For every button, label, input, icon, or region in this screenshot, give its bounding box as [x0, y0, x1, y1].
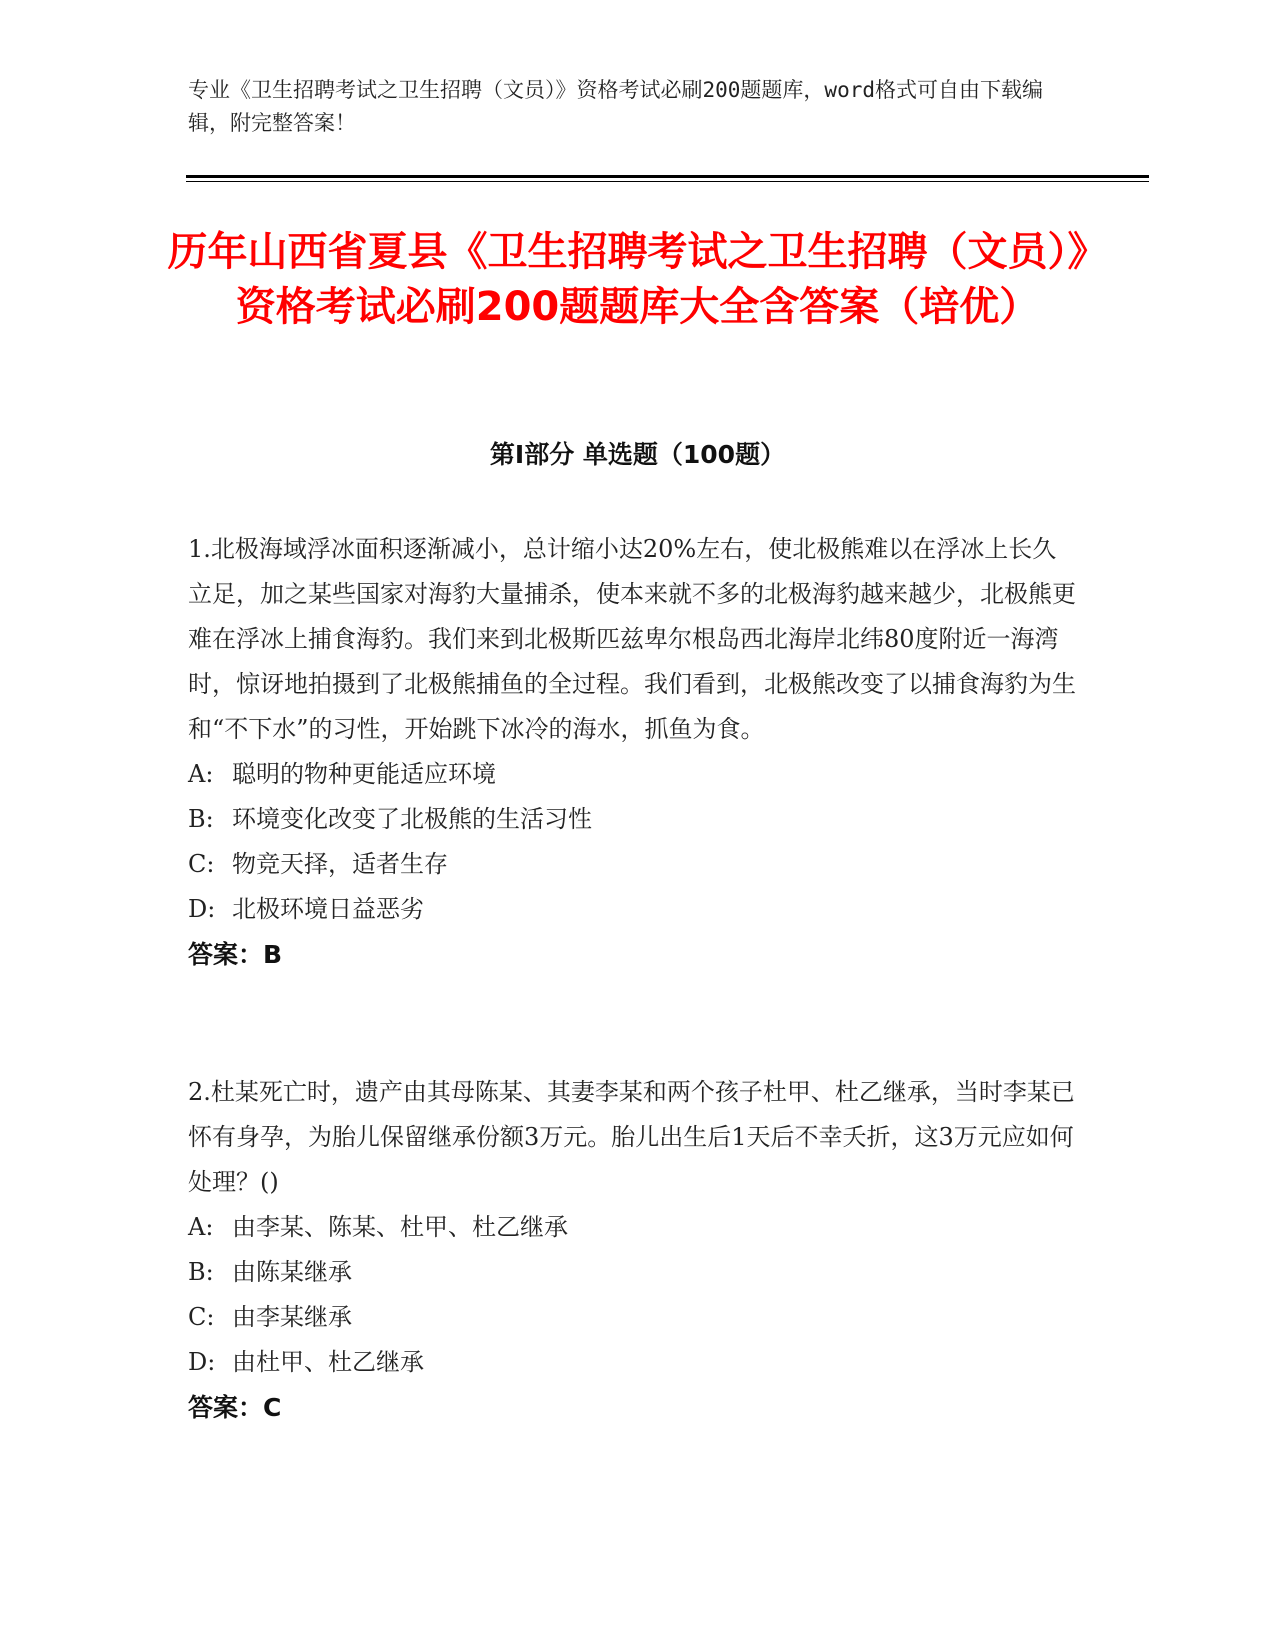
answer-line: 答案：C: [188, 1393, 282, 1422]
option-b: [188, 1250, 1078, 1295]
question-stem: 2.杜某死亡时，遗产由其母陈某、其妻李某和两个孩子杜甲、杜乙继承，当时李某已怀有身孕，为胎儿保留继承份额3万元。胎儿出生后1天后不幸夭折，这3万元应如何处理？(): [188, 1078, 1075, 1196]
option-letter: D:: [188, 1348, 216, 1376]
option-c: [188, 842, 1078, 887]
section-heading: 第Ⅰ部分 单选题（100题）: [489, 440, 786, 469]
option-text: 由李某、陈某、杜甲、杜乙继承: [232, 1213, 568, 1241]
option-a: [188, 752, 1078, 797]
answer-line: 答案：B: [188, 940, 283, 969]
option-letter: B:: [188, 805, 214, 833]
header-note: 专业《卫生招聘考试之卫生招聘（文员）》资格考试必刷200题题库，word格式可自由下载编辑，附完整答案！: [188, 78, 1043, 135]
question-2: [188, 1070, 1078, 1430]
document-title: 历年山西省夏县《卫生招聘考试之卫生招聘（文员）》资格考试必刷200题题库大全含答案（培优）: [167, 229, 1108, 330]
option-text: 由杜甲、杜乙继承: [232, 1348, 424, 1376]
option-letter: C:: [188, 850, 215, 878]
option-c: [188, 1295, 1078, 1340]
option-a: [188, 1205, 1078, 1250]
option-d: [188, 1340, 1078, 1385]
option-text: 由李某继承: [232, 1303, 352, 1331]
option-letter: B:: [188, 1258, 214, 1286]
header-divider-thin: [186, 181, 1149, 182]
header-divider-thick: [186, 175, 1149, 178]
option-letter: A:: [188, 760, 214, 788]
option-letter: A:: [188, 1213, 214, 1241]
option-text: 环境变化改变了北极熊的生活习性: [232, 805, 592, 833]
option-d: [188, 887, 1078, 932]
option-letter: D:: [188, 895, 216, 923]
option-b: [188, 797, 1078, 842]
option-text: 由陈某继承: [232, 1258, 352, 1286]
option-text: 北极环境日益恶劣: [232, 895, 424, 923]
option-text: 物竞天择，适者生存: [232, 850, 448, 878]
option-letter: C:: [188, 1303, 215, 1331]
question-stem: 1.北极海域浮冰面积逐渐减小，总计缩小达20%左右，使北极熊难以在浮冰上长久立足，加之某些国家对海豹大量捕杀，使本来就不多的北极海豹越来越少，北极熊更难在浮冰上捕食海豹。我们来到北极斯匹兹卑尔根岛西北海岸北纬80度附近一海湾时，惊讶地拍摄到了北极熊捕鱼的全过程。我们看到，北极熊改变了以捕食海豹为生和“不下水”的习性，开始跳下冰冷的海水，抓鱼为食。: [188, 535, 1076, 743]
question-1: [188, 527, 1078, 977]
option-text: 聪明的物种更能适应环境: [232, 760, 496, 788]
